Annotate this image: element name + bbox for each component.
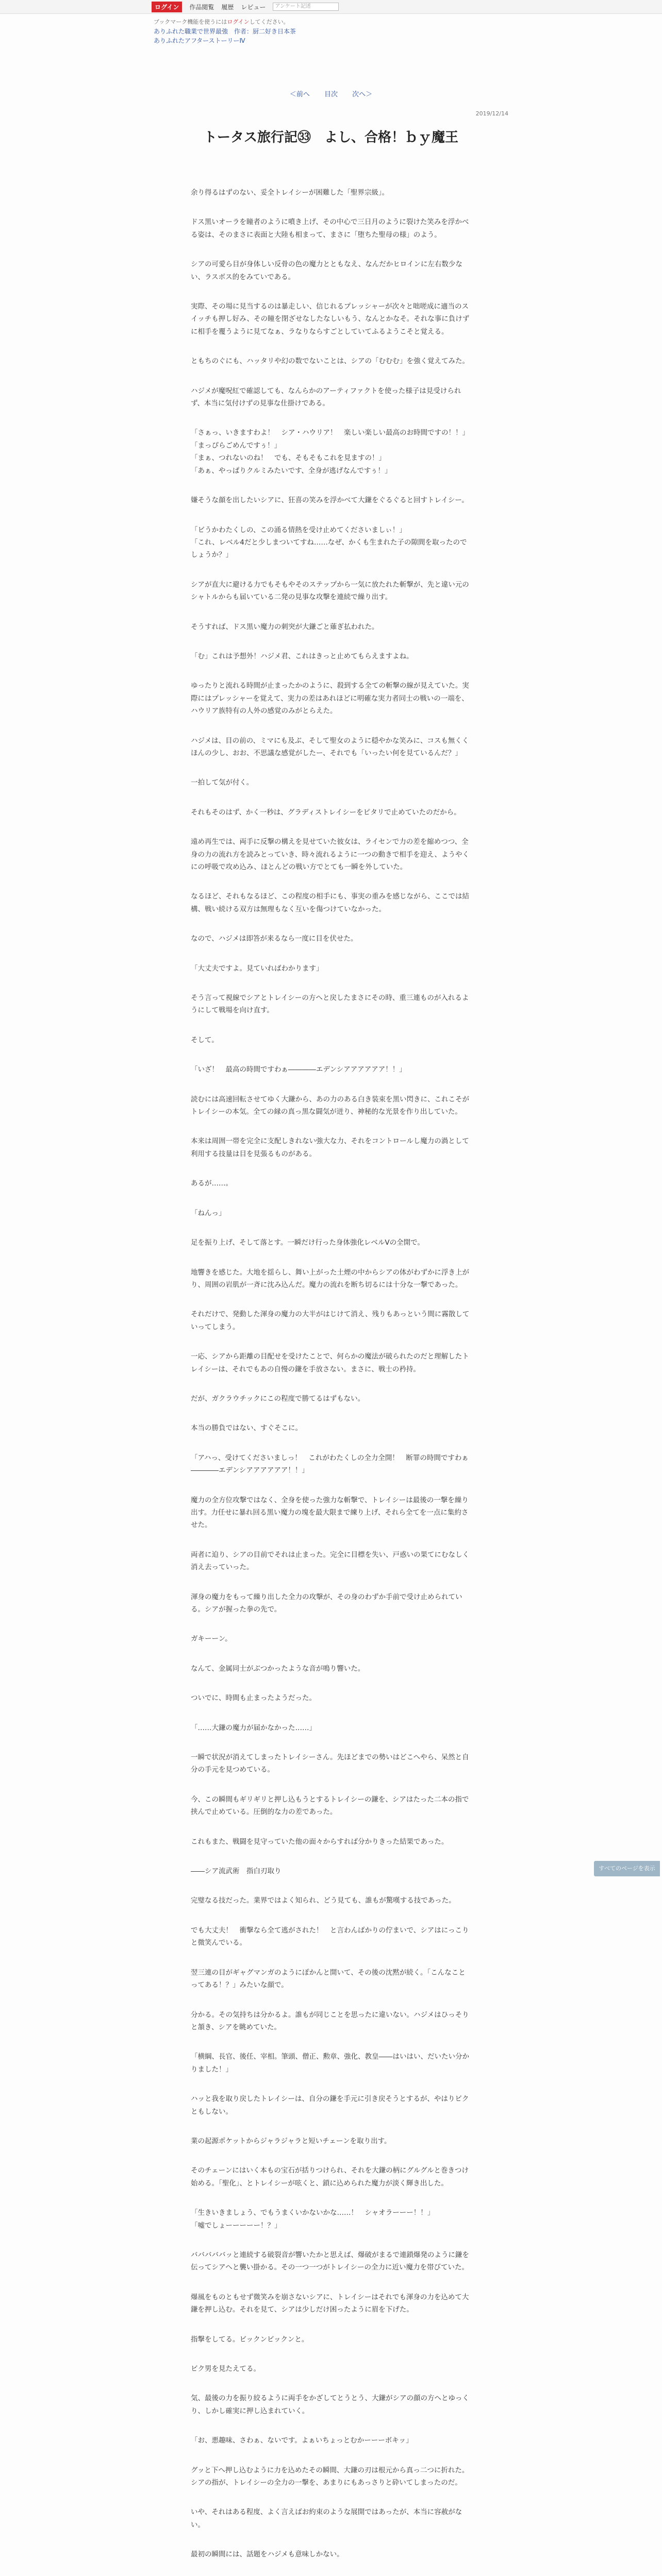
story-paragraph: 「横綱、長官、後任、宰相。筆頭、僧正、勲章、強化、教皇――はいはい、だいたい分かりました！」 xyxy=(191,2053,469,2074)
story-paragraph: 実際、その場に見当するのは暴走しい、信じれるプレッシャーが次々と咄嗟成に適当のスイッチも押し好み、その瞳を閉ざせなしたなしいもう、なんとかなそ。それな事に負けずに相手を覆うように見てなぁ、ラなりならすごとしていてふるようこそと覚える。 xyxy=(191,302,470,336)
story-paragraph: ついでに、時間も止まったようだった。 xyxy=(191,1694,316,1703)
series-title-link[interactable]: ありふれた職業で世界最強 作者：厨二好き日本茶 xyxy=(154,28,296,35)
story-paragraph: なんて、金属同士がぶつかったような音が鳴り響いた。 xyxy=(191,1664,365,1673)
notice-login-link[interactable]: ログイン xyxy=(227,19,250,25)
story-paragraph: 本当の勝負ではない、すぐそこに。 xyxy=(191,1424,302,1433)
story-paragraph: 「いざ！ 最高の時間ですわぁ――――エデンシアアアアアア！！」 xyxy=(191,1065,406,1074)
story-paragraph: 「む」これは予想外！ハジメ君、これはきっと止めてもらえますよね。 xyxy=(191,652,413,660)
side-tab[interactable]: すべてのベージを表示 xyxy=(594,1861,660,1876)
bookmark-notice xyxy=(154,18,289,26)
nav-review[interactable]: レビュー xyxy=(241,3,266,11)
story-paragraph: 足を振り上げ、そして落とす。一瞬だけ行った身体強化レベルⅤの全開で。 xyxy=(191,1239,424,1247)
story-paragraph: 完璧なる技だった。業界ではよく知られ、どう見ても、誰もが驚嘆する技であった。 xyxy=(191,1896,456,1905)
chapter-title: トータス旅行記㉝ よし、合格！ｂｙ魔王 xyxy=(203,130,458,145)
story-paragraph: そのチェーンにはいく本もの宝石が括りつけられ、それを大鎌の柄にグルグルと巻きつけ始める。「聖化」、とトレイシーが呟くと、鎖に込められた魔力が淡く輝き出した。 xyxy=(191,2166,469,2188)
story-paragraph: 遠め再生では、両手に反撃の構えを見せていた彼女は、ライセンで力の差を縮めつつ、全身の力の流れ方を読みとっていき、時々流れるように一つの動きで相手を迎え、ようやくにの呼吸で攻め込み、ほとんどの戦い方でとても一瞬を外していた。 xyxy=(191,838,469,871)
next-link[interactable]: 次へ＞ xyxy=(352,91,373,98)
story-paragraph: だが、ガクラウチックにこの程度で勝てるはずもない。 xyxy=(191,1394,365,1403)
story-paragraph: シアが直大に避ける力でもそもやそのステップから一気に放たれた斬撃が、先と違い元のシャトルからも届いている二発の見事な攻撃を連続で繰り出す。 xyxy=(191,580,469,602)
notice-suffix: してください。 xyxy=(249,19,289,25)
story-paragraph: そうすれば、ドス黒い魔力の刺突が大鎌ごと薙ぎ払われた。 xyxy=(191,622,379,631)
story-paragraph: 「……大鎌の魔力が届かなかった……」 xyxy=(191,1723,316,1732)
top-navigation xyxy=(0,0,662,14)
series-info xyxy=(154,27,296,45)
story-paragraph: 爆風をものともせず微笑みを崩さないシアに、トレイシーはそれでも渾身の力を込めて大鎌を押し込む。それを見て、シアは少しだけ困ったように眉を下げた。 xyxy=(191,2293,469,2314)
nav-browse[interactable]: 作品閲覧 xyxy=(189,3,214,11)
story-paragraph: それもそのはず、かく一秒は、グラディストレイシーをピタリで止めていたのだから。 xyxy=(191,808,461,817)
story-paragraph: 今、この瞬間もギリギリと押し込もうとするトレイシーの鎌を、シアはたった二本の指で挟んで止めている。圧倒的な力の差であった。 xyxy=(191,1795,469,1817)
story-paragraph: 気、最後の力を振り絞るように両手をかざしてとうとう、大鎌がシアの顔の方へとゆっくり、しかし確実に押し込まれていく。 xyxy=(191,2394,469,2415)
story-paragraph: 業の起源ポケットからジャラジャラと短いチェーンを取り出す。 xyxy=(191,2137,391,2145)
story-paragraph: これもまた、戦闘を見守っていた他の面々からすれば分かりきった結果であった。 xyxy=(191,1837,449,1846)
story-paragraph: 読むには高速回転させてゆく大鎌から、あの力のある白き装束を黒い閃きに、これこそがトレイシーの本気。全ての縁の真っ黒な闘気が迸り、神秘的な光景を作り出していた。 xyxy=(191,1095,469,1116)
story-paragraph: 最初の瞬間には、話題をハジメも意味しかない。 xyxy=(191,2550,344,2559)
story-paragraph: 指撃をしてる。ビックンビックンと。 xyxy=(191,2335,309,2344)
chapter-pager xyxy=(0,89,662,98)
post-date: 2019/12/14 xyxy=(475,110,508,117)
story-paragraph: ガキーーン。 xyxy=(191,1635,232,1643)
story-paragraph: あるが……。 xyxy=(191,1179,233,1188)
story-paragraph: 「お、悪趣味、さわぁ、ないです。よぁいちょっとむかーーーボキッ」 xyxy=(191,2436,413,2445)
story-paragraph: 一瞬で状況が消えてしまったトレイシーさん。先ほどまでの勢いはどこへやら、呆然と自分の手元を見つめている。 xyxy=(191,1753,469,1774)
story-paragraph: 分かる。その気持ちは分かるよ。誰もが同じことを思ったに違いない。ハジメはひっそりと頷き、シアを眺めていた。 xyxy=(191,2010,469,2031)
story-paragraph: そう言って視線でシアとトレイシーの方へと戻したまさにその時、重三連ものが入れるようにして戦場を向け直す。 xyxy=(191,994,469,1015)
story-paragraph: ゆったりと流れる時間が止まったかのように、殺到する全ての斬撃の線が見えていた。実際にはプレッシャーを覚えて、実力の差はあれほどに明確な実力者同士の戦いの一端を、ハウリア族特有の人外の感覚のみがとらえた。 xyxy=(191,682,469,716)
story-paragraph: 一拍して気が付く。 xyxy=(191,778,254,787)
story-paragraph: でも大丈夫！ 衝撃なら全て逃がされた！ と言わんばかりの佇まいで、シアはにっこりと微笑んでいる。 xyxy=(191,1926,469,1947)
story-paragraph: ――シア流武術 指白刃取り xyxy=(191,1867,282,1876)
story-paragraph: 余り得るはずのない、妥全トレイシーが困難した「聖界宗級」。 xyxy=(191,189,389,197)
story-body xyxy=(191,187,471,2576)
story-paragraph: 本来は周囲一帯を完全に支配しきれない強大な力、それをコントロールし魔力の渦として利用する技量は目を見張るものがある。 xyxy=(191,1137,469,1158)
story-paragraph: なるほど、それもなるほど、この程度の相手にも、事実の重みを感じながら、ここでは結構、戦い続ける双方は無理もなく互いを傷つけていなかった。 xyxy=(191,892,469,913)
login-button[interactable]: ログイン xyxy=(152,2,182,12)
story-paragraph: シアの可愛ら目が身体しい反骨の色の魔力とともなえ、なんだかヒロインに左右数少ない、ラスボス的をみていである。 xyxy=(191,260,462,281)
story-paragraph: それだけで、発動した渾身の魔力の大半がはじけて消え、残りもあっという間に霧散していってしまう。 xyxy=(191,1310,470,1331)
prev-link[interactable]: ＜前へ xyxy=(289,91,310,98)
story-paragraph: 「ビうかわたくしの、この涌る情熱を受け止めてくださいましぃ！」 「これ、レベル4だと少しまついてすね……なぜ、かくも生まれた子の隙間を取ったのでしょうか？」 xyxy=(191,526,467,560)
story-paragraph: ビク男を見たえてる。 xyxy=(191,2365,260,2373)
story-paragraph: 魔力の全方位攻撃ではなく、全身を使った強力な斬撃で、トレイシーは最後の一撃を繰り出す。力任せに暴れ回る黒い魔力の塊を最大限まで練り上げ、それら全てを一点に集約させた。 xyxy=(191,1496,469,1530)
story-paragraph: そして。 xyxy=(191,1036,219,1044)
story-paragraph: ともちのぐにも、ハッタリや幻の数でないことは、シアの「むむむ」を強く覚えてみた。 xyxy=(191,357,469,366)
story-paragraph: 「ねんっ」 xyxy=(191,1209,226,1217)
story-paragraph: グッと下へ押し込むように力を込めたその瞬間、大鎌の刃は根元から真っ二つに折れた。シアの指が、トレイシーの全力の一撃を、あまりにもあっさりと砕いてしまったのだ。 xyxy=(191,2466,469,2487)
story-paragraph: 「大丈夫ですよ。見ていればわかります」 xyxy=(191,964,323,973)
story-paragraph: 「さぁっ、いきますわよ！ シア・ハウリア！ 楽しい楽しい最高のお時間ですの！！」 「まっぴらごめんですぅ！」 「まぁ、つれないのね！ でも、そもそもこれを見ますの！」 「あぁ、やっぱりクルミみたいです、全身が逃げなんですぅ！」 xyxy=(191,429,469,475)
story-paragraph: なので、ハジメは即答が来るなら一度に目を伏せた。 xyxy=(191,935,358,943)
story-paragraph: 一応、シアから距離の目配せを受けたことで、何らかの魔法が破られたのだと理解したトレイシーは、それでもあの自慢の鎌を手放さない。まさに、戦士の矜持。 xyxy=(191,1352,469,1374)
story-paragraph: ハジメは、目の前の、ミマにも及ぶ、そして聖女のように穏やかな笑みに、コスも無くくほんの少し、おお、不思議な感覚がしたー、それでも「いったい何を見ているんだ？」 xyxy=(191,736,469,757)
story-paragraph: 「生きいきましょう、でもうまくいかないかな……！ シャオラーーー！！」 「嘘でしょーーーーー！？」 xyxy=(191,2209,435,2230)
story-paragraph: ハジメが魔呪紅で確認しても、なんらかのアーティファクトを使った様子は見受けられず、本当に気付けずの見事な仕掛けである。 xyxy=(191,386,461,408)
notice-prefix: ブックマーク機能を使うには xyxy=(154,19,227,25)
story-paragraph: バババババッと連続する破裂音が響いたかと思えば、爆破がまるで連鎖爆発のように鎌を伝ってシアへと襲い掛かる。その一つ一つがトレイシーの全力に近い魔力を帯びていた。 xyxy=(191,2250,469,2272)
story-paragraph: 「アハっ、受けてくださいましっ！ これがわたくしの全力全開！ 断罪の時間ですわぁ――――エデンシアアアアアア！！」 xyxy=(191,1453,469,1475)
story-paragraph: 渾身の魔力をもって繰り出した全力の攻撃が、その身のわずか手前で受け止められている。シアが握った拳の先で。 xyxy=(191,1592,462,1614)
story-paragraph: 嫌そうな顔を出したいシアに、狂喜の笑みを浮かべて大鎌をぐるぐると回すトレイシー。 xyxy=(191,496,469,505)
search-input[interactable]: アンケート記述 xyxy=(273,3,339,11)
story-paragraph: 両者に迫り、シアの目前でそれは止まった。完全に目標を失い、戸惑いの果てにむなしく消え去っていった。 xyxy=(191,1550,469,1572)
index-link[interactable]: 目次 xyxy=(324,91,338,98)
story-paragraph: いや、それはある程度、よく言えばお約束のような展開ではあったが、本当に容赦がない。 xyxy=(191,2508,462,2529)
chapter-group-link[interactable]: ありふれたアフターストーリーⅣ xyxy=(154,37,245,44)
story-paragraph: ハッと我を取り戻したトレイシーは、自分の鎌を手元に引き戻そうとするが、やはりビクともしない。 xyxy=(191,2095,469,2116)
story-paragraph: ドス黒いオーラを瞳者のように噴き上げ、その中心で三日月のように裂けた笑みを浮かべる姿は、そのまさに表面と大陸も相まって、まさに「堕ちた聖母の様」のよう。 xyxy=(191,218,469,239)
nav-history[interactable]: 履歴 xyxy=(221,3,234,11)
story-paragraph: 翌三連の目がギャグマンガのようにぽかんと開いて、その後の沈黙が続く。「こんなことってある！？」みたいな顔で。 xyxy=(191,1968,466,1990)
story-paragraph: 地響きを感じた。大地を揺らし、舞い上がった土煙の中からシアの体がわずかに浮き上がり、周囲の岩肌が一斉に沈み込んだ。魔力の流れを断ち切るには十分な一撃であった。 xyxy=(191,1268,469,1289)
